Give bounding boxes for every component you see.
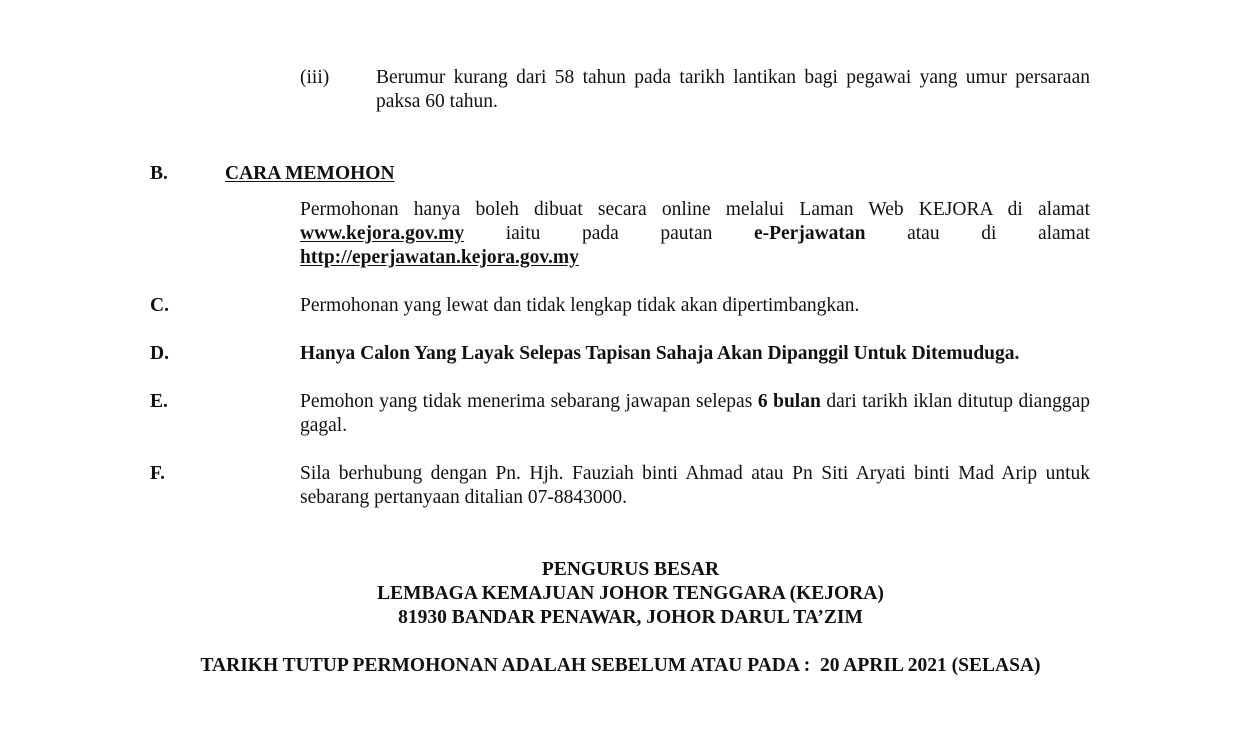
eperjawatan-portal-link[interactable]: http://eperjawatan.kejora.gov.my: [300, 247, 579, 268]
section-b-paragraph: [300, 198, 1090, 270]
signature-title: PENGURUS BESAR: [541, 559, 720, 580]
signature-organization: LEMBAGA KEMAJUAN JOHOR TENGGARA (KEJORA): [377, 583, 884, 604]
section-c-text: Permohonan yang lewat dan tidak lengkap tidak akan dipertimbangkan.: [300, 295, 860, 316]
section-e-duration: 6 bulan: [757, 391, 821, 412]
section-e-letter: E.: [150, 391, 168, 412]
word-alamat: alamat: [1037, 223, 1090, 244]
word-iaitu: iaitu: [505, 223, 541, 244]
item-iii-marker: (iii): [300, 67, 330, 88]
section-f-letter: F.: [150, 463, 165, 484]
e-perjawatan-label: e-Perjawatan: [753, 223, 866, 244]
word-pautan: pautan: [660, 223, 713, 244]
section-b-line-1: Permohonan hanya boleh dibuat secara online melalui Laman Web KEJORA di alamat: [300, 199, 1090, 220]
section-d-letter: D.: [150, 343, 169, 364]
section-b-letter: B.: [150, 163, 168, 184]
section-c-letter: C.: [150, 295, 169, 316]
word-pada: pada: [581, 223, 619, 244]
word-di: di: [981, 223, 997, 244]
section-e-text-after: dari tarikh iklan ditutup dianggap gagal.: [300, 391, 1090, 436]
word-atau: atau: [907, 223, 940, 244]
section-f-text: Sila berhubung dengan Pn. Hjh. Fauziah binti Ahmad atau Pn Siti Aryati binti Mad Arip untuk sebarang pertanyaan ditalian 07-8843000.: [300, 463, 1090, 508]
closing-date-notice: TARIKH TUTUP PERMOHONAN ADALAH SEBELUM ATAU PADA : 20 APRIL 2021 (SELASA): [200, 655, 1041, 676]
signature-address: 81930 BANDAR PENAWAR, JOHOR DARUL TA’ZIM: [398, 607, 863, 628]
section-e-text: [300, 390, 1090, 438]
section-b-line-2: [300, 222, 1090, 246]
section-e-text-before: Pemohon yang tidak menerima sebarang jawapan selepas: [300, 391, 753, 412]
section-d-text: Hanya Calon Yang Layak Selepas Tapisan Sahaja Akan Dipanggil Untuk Ditemuduga.: [300, 343, 1020, 364]
kejora-website-link[interactable]: www.kejora.gov.my: [300, 223, 465, 244]
section-b-heading: CARA MEMOHON: [225, 163, 395, 184]
item-iii-text: Berumur kurang dari 58 tahun pada tarikh lantikan bagi pegawai yang umur persaraan paksa 60 tahun.: [376, 67, 1090, 112]
